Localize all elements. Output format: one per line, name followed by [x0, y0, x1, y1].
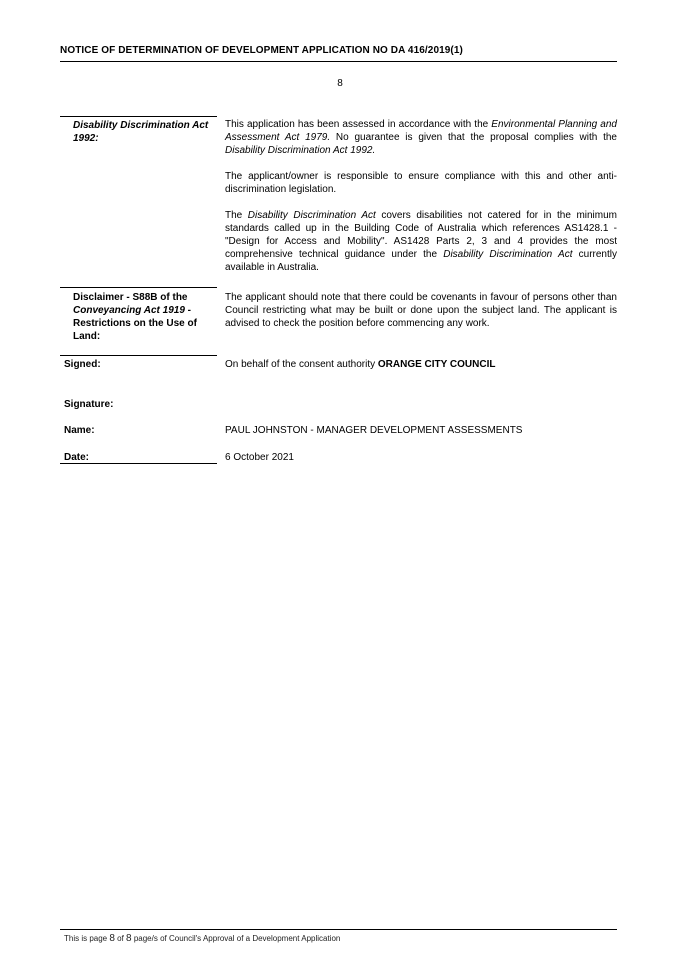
section-divider: [60, 116, 217, 117]
disclaimer-text: The applicant should note that there could be covenants in favour of persons other than Council restricting what may be built or done upon the subject land. The applicant is advised to check the position before commencing any work.: [225, 292, 617, 329]
dda-label: Disability Discrimination Act 1992:: [73, 120, 209, 144]
dda-paragraph-1: This application has been assessed in accordance with the Environmental Planning and Assessment Act 1979. No guarantee is given that the proposal complies with the Disability Discrimination Act 1992.: [225, 119, 617, 156]
header-rule: [60, 61, 617, 62]
section-divider: [60, 463, 217, 464]
page-number: 8: [337, 78, 343, 89]
dda-body: [225, 118, 617, 274]
section-divider: [60, 355, 217, 356]
document-title: NOTICE OF DETERMINATION OF DEVELOPMENT APPLICATION NO DA 416/2019(1): [60, 45, 463, 56]
signed-label: Signed:: [64, 359, 101, 370]
signature-label: Signature:: [64, 399, 114, 410]
dda-paragraph-2: The applicant/owner is responsible to ensure compliance with this and other anti-discrimination legislation.: [225, 171, 617, 195]
name-value: PAUL JOHNSTON - MANAGER DEVELOPMENT ASSESSMENTS: [225, 425, 523, 436]
date-label: Date:: [64, 452, 90, 463]
section-divider: [60, 287, 217, 288]
signed-text: On behalf of the consent authority ORANGE CITY COUNCIL: [225, 359, 496, 370]
name-label: Name:: [64, 425, 95, 436]
footer-rule: [60, 929, 617, 930]
dda-paragraph-3: The Disability Discrimination Act covers disabilities not catered for in the minimum standards called up in the Building Code of Australia which references AS1428.1 - "Design for Access and Mobility". AS1428 Parts 2, 3 and 4 provides the most comprehensive technical guidance under the Disability Discrimination Act currently available in Australia.: [225, 210, 618, 273]
disclaimer-label: Disclaimer - S88B of the Conveyancing Act 1919 - Restrictions on the Use of Land:: [73, 292, 197, 342]
date-value: 6 October 2021: [225, 452, 294, 463]
page-footer: This is page 8 of 8 page/s of Council's Approval of a Development Application: [64, 933, 341, 944]
